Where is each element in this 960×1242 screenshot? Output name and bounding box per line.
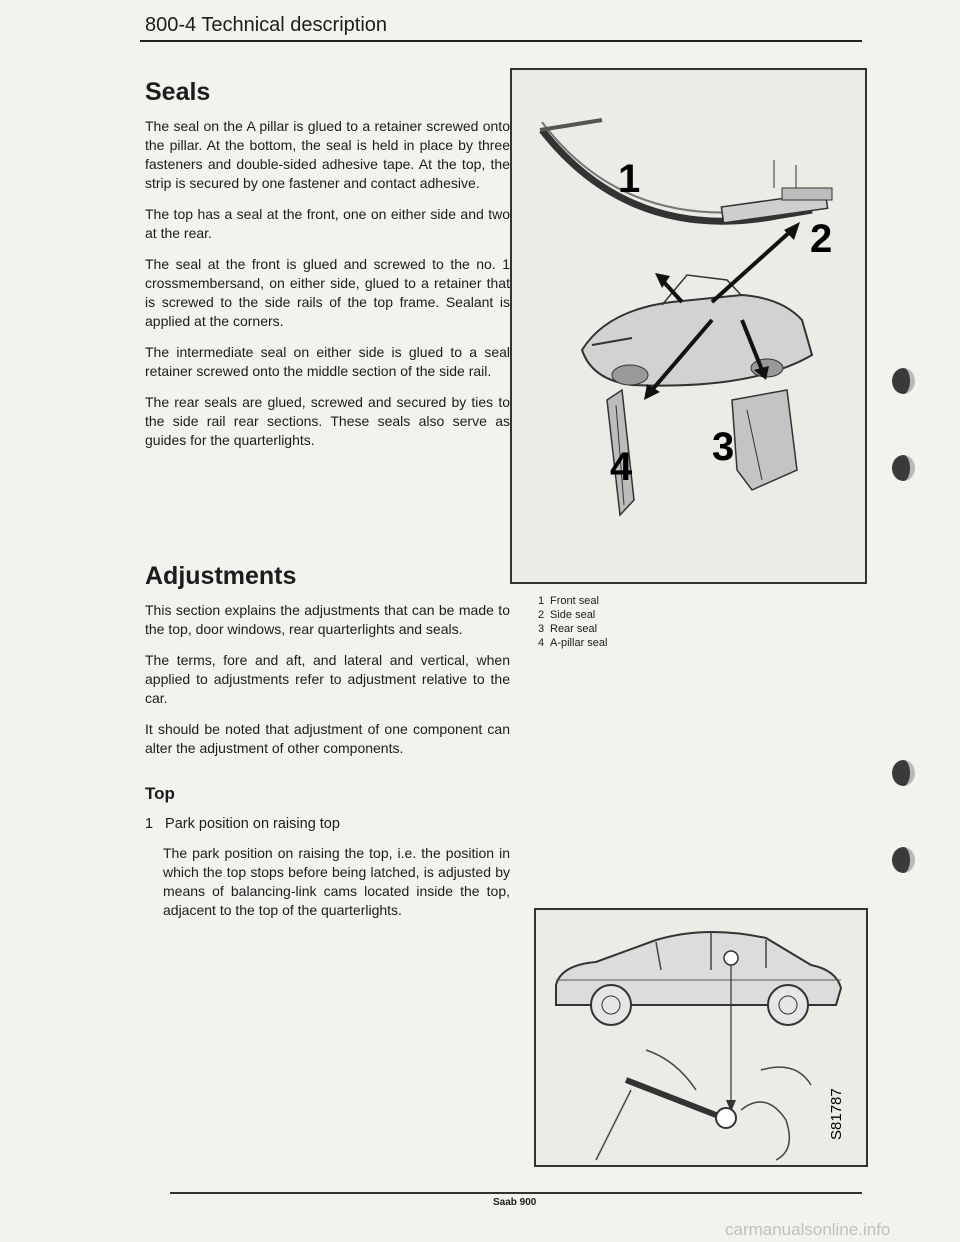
punch-hole-icon — [892, 760, 915, 786]
seals-paragraph: The top has a seal at the front, one on either side and two at the rear. — [145, 206, 510, 241]
adjustments-paragraph: The terms, fore and aft, and lateral and vertical, when applied to adjustments refer to adjustment relative to the car. — [145, 652, 510, 706]
park-position-figure — [534, 908, 868, 1167]
step-number: 1 — [145, 816, 154, 832]
seals-illustration — [512, 70, 865, 582]
seals-paragraph: The seal on the A pillar is glued to a retainer screwed onto the pillar. At the bottom, the seal is held in place by three fasteners and double-sided adhesive tape. At the top, the strip is secured by one fastener and contact adhesive. — [145, 118, 510, 191]
step-title: Park position on raising top — [165, 816, 340, 832]
seals-paragraph: The seal at the front is glued and screwed to the no. 1 crossmembersand, on either side, glued to a retainer that is screwed to the side rails of the top frame. Sealant is applied at the corners. — [145, 256, 510, 329]
header-rule — [140, 40, 862, 42]
step-body: The park position on raising the top, i.e. the position in which the top stops before being latched, is adjusted by means of balancing-link cams located inside the top, adjacent to the top of the quarterlights. — [163, 845, 510, 918]
legend-item: 3 Rear seal — [538, 623, 598, 635]
legend-item: 2 Side seal — [538, 609, 596, 621]
seals-paragraph: The intermediate seal on either side is glued to a seal retainer screwed onto the middle section of the side rail. — [145, 344, 510, 379]
punch-hole-icon — [892, 847, 915, 873]
callout-a-pillar-seal: 4 — [610, 445, 633, 489]
legend-item: 1 Front seal — [538, 595, 599, 607]
callout-rear-seal: 3 — [712, 425, 735, 469]
callout-side-seal: 2 — [810, 217, 833, 261]
punch-hole-icon — [892, 368, 915, 394]
figure-code: S81787 — [828, 1088, 845, 1140]
page-header: 800-4 Technical description — [145, 14, 388, 36]
site-watermark: carmanualsonline.info — [725, 1220, 891, 1239]
seals-paragraph: The rear seals are glued, screwed and secured by ties to the side rail rear sections. These seals also serve as guides for the quarterlights. — [145, 394, 510, 448]
seals-heading: Seals — [145, 78, 211, 106]
adjustments-paragraph: This section explains the adjustments that can be made to the top, door windows, rear quarterlights and seals. — [145, 602, 510, 637]
text-column — [145, 78, 510, 932]
punch-hole-icon — [892, 455, 915, 481]
page-footer: Saab 900 — [493, 1197, 537, 1208]
park-position-illustration — [536, 910, 866, 1165]
callout-front-seal: 1 — [618, 157, 641, 201]
legend-item: 4 A-pillar seal — [538, 637, 608, 649]
step-heading — [145, 816, 510, 832]
seals-figure — [510, 68, 867, 584]
footer-rule — [170, 1192, 862, 1194]
adjustments-heading: Adjustments — [145, 562, 297, 590]
figure-legend — [538, 594, 607, 650]
adjustments-paragraph: It should be noted that adjustment of one component can alter the adjustment of other components. — [145, 721, 510, 756]
top-subheading: Top — [145, 784, 175, 803]
